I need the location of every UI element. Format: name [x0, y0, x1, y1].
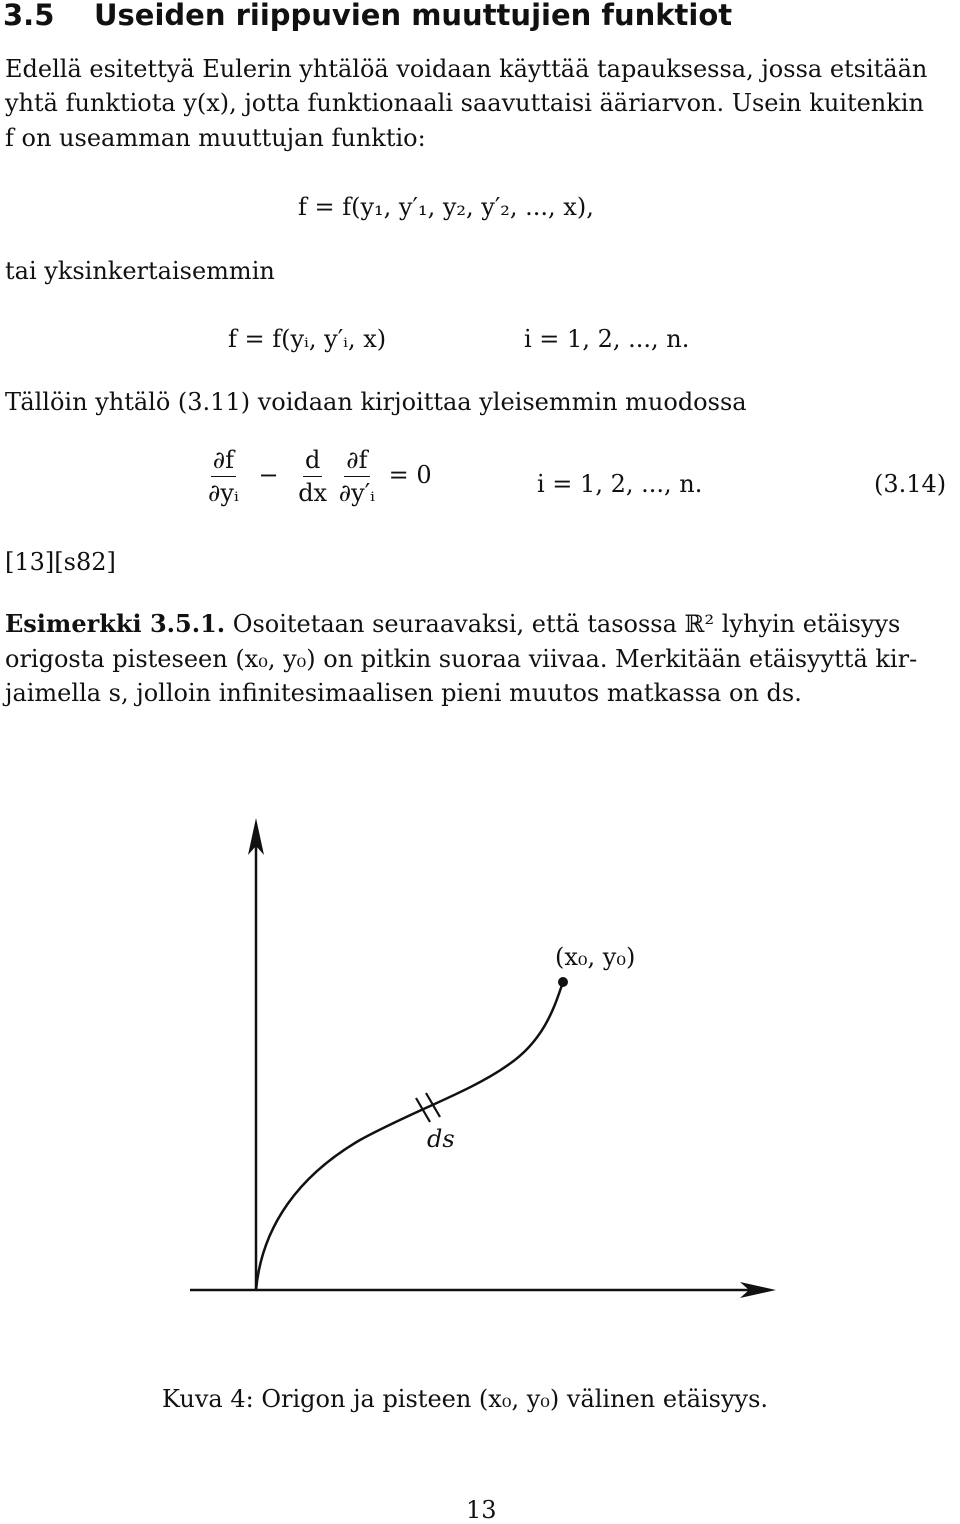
- ds-label: ds: [427, 1125, 455, 1153]
- section-number: 3.5: [3, 0, 55, 32]
- example-text-1: Osoitetaan seuraavaksi, että tasossa ℝ² lyhyin etäisyys: [232, 610, 901, 638]
- example-paragraph-line-3: jaimella s, jolloin infinitesimaalisen pieni muutos matkassa on ds.: [5, 679, 802, 707]
- example-paragraph-line-2: origosta pisteseen (x₀, y₀) on pitkin suoraa viivaa. Merkitään etäisyyttä kir-: [5, 645, 918, 673]
- section-title: Useiden riippuvien muuttujien funktiot: [94, 0, 733, 32]
- equation-function-many-variables: f = f(y₁, y′₁, y₂, y′₂, ..., x),: [298, 193, 594, 221]
- equation-3-14-range: i = 1, 2, ..., n.: [537, 470, 703, 498]
- ds-tick-mark: [416, 1098, 430, 1122]
- figure-caption: Kuva 4: Origon ja pisteen (x₀, y₀) välinen etäisyys.: [162, 1385, 769, 1413]
- intro-line-3: f on useamman muuttujan funktio:: [5, 124, 426, 152]
- fraction-numerator: ∂f: [211, 446, 236, 477]
- path-curve: [256, 982, 563, 1290]
- fraction-denominator: ∂y′ᵢ: [338, 479, 375, 507]
- equals-zero: = 0: [388, 461, 432, 489]
- intro-line-2: yhtä funktiota y(x), jotta funktionaali saavuttaisi ääriarvon. Usein kuitenkin: [5, 89, 924, 117]
- fraction-numerator: ∂f: [344, 446, 369, 477]
- fraction-numerator: d: [303, 446, 322, 477]
- example-label: Esimerkki 3.5.1.: [5, 609, 226, 638]
- tallöin-text: Tällöin yhtälö (3.11) voidaan kirjoittaa yleisemmin muodossa: [5, 388, 747, 416]
- equation-3-14-label: (3.14): [874, 470, 947, 498]
- intro-line-1: Edellä esitettyä Eulerin yhtälöä voidaan käyttää tapauksessa, jossa etsitään: [5, 55, 928, 83]
- reference-citation: [13][s82]: [5, 548, 116, 576]
- equation-function-i: f = f(yᵢ, y′ᵢ, x): [228, 325, 387, 353]
- minus-sign: −: [258, 461, 279, 489]
- point-x0-y0: [558, 977, 568, 987]
- fraction-denominator: ∂yᵢ: [208, 479, 239, 507]
- equation-index-range: i = 1, 2, ..., n.: [524, 325, 690, 353]
- fraction-denominator: dx: [298, 479, 328, 507]
- page-number: 13: [466, 1496, 497, 1524]
- ds-tick-mark: [426, 1093, 440, 1117]
- point-label: (x₀, y₀): [555, 943, 636, 971]
- simpler-text: tai yksinkertaisemmin: [5, 257, 275, 285]
